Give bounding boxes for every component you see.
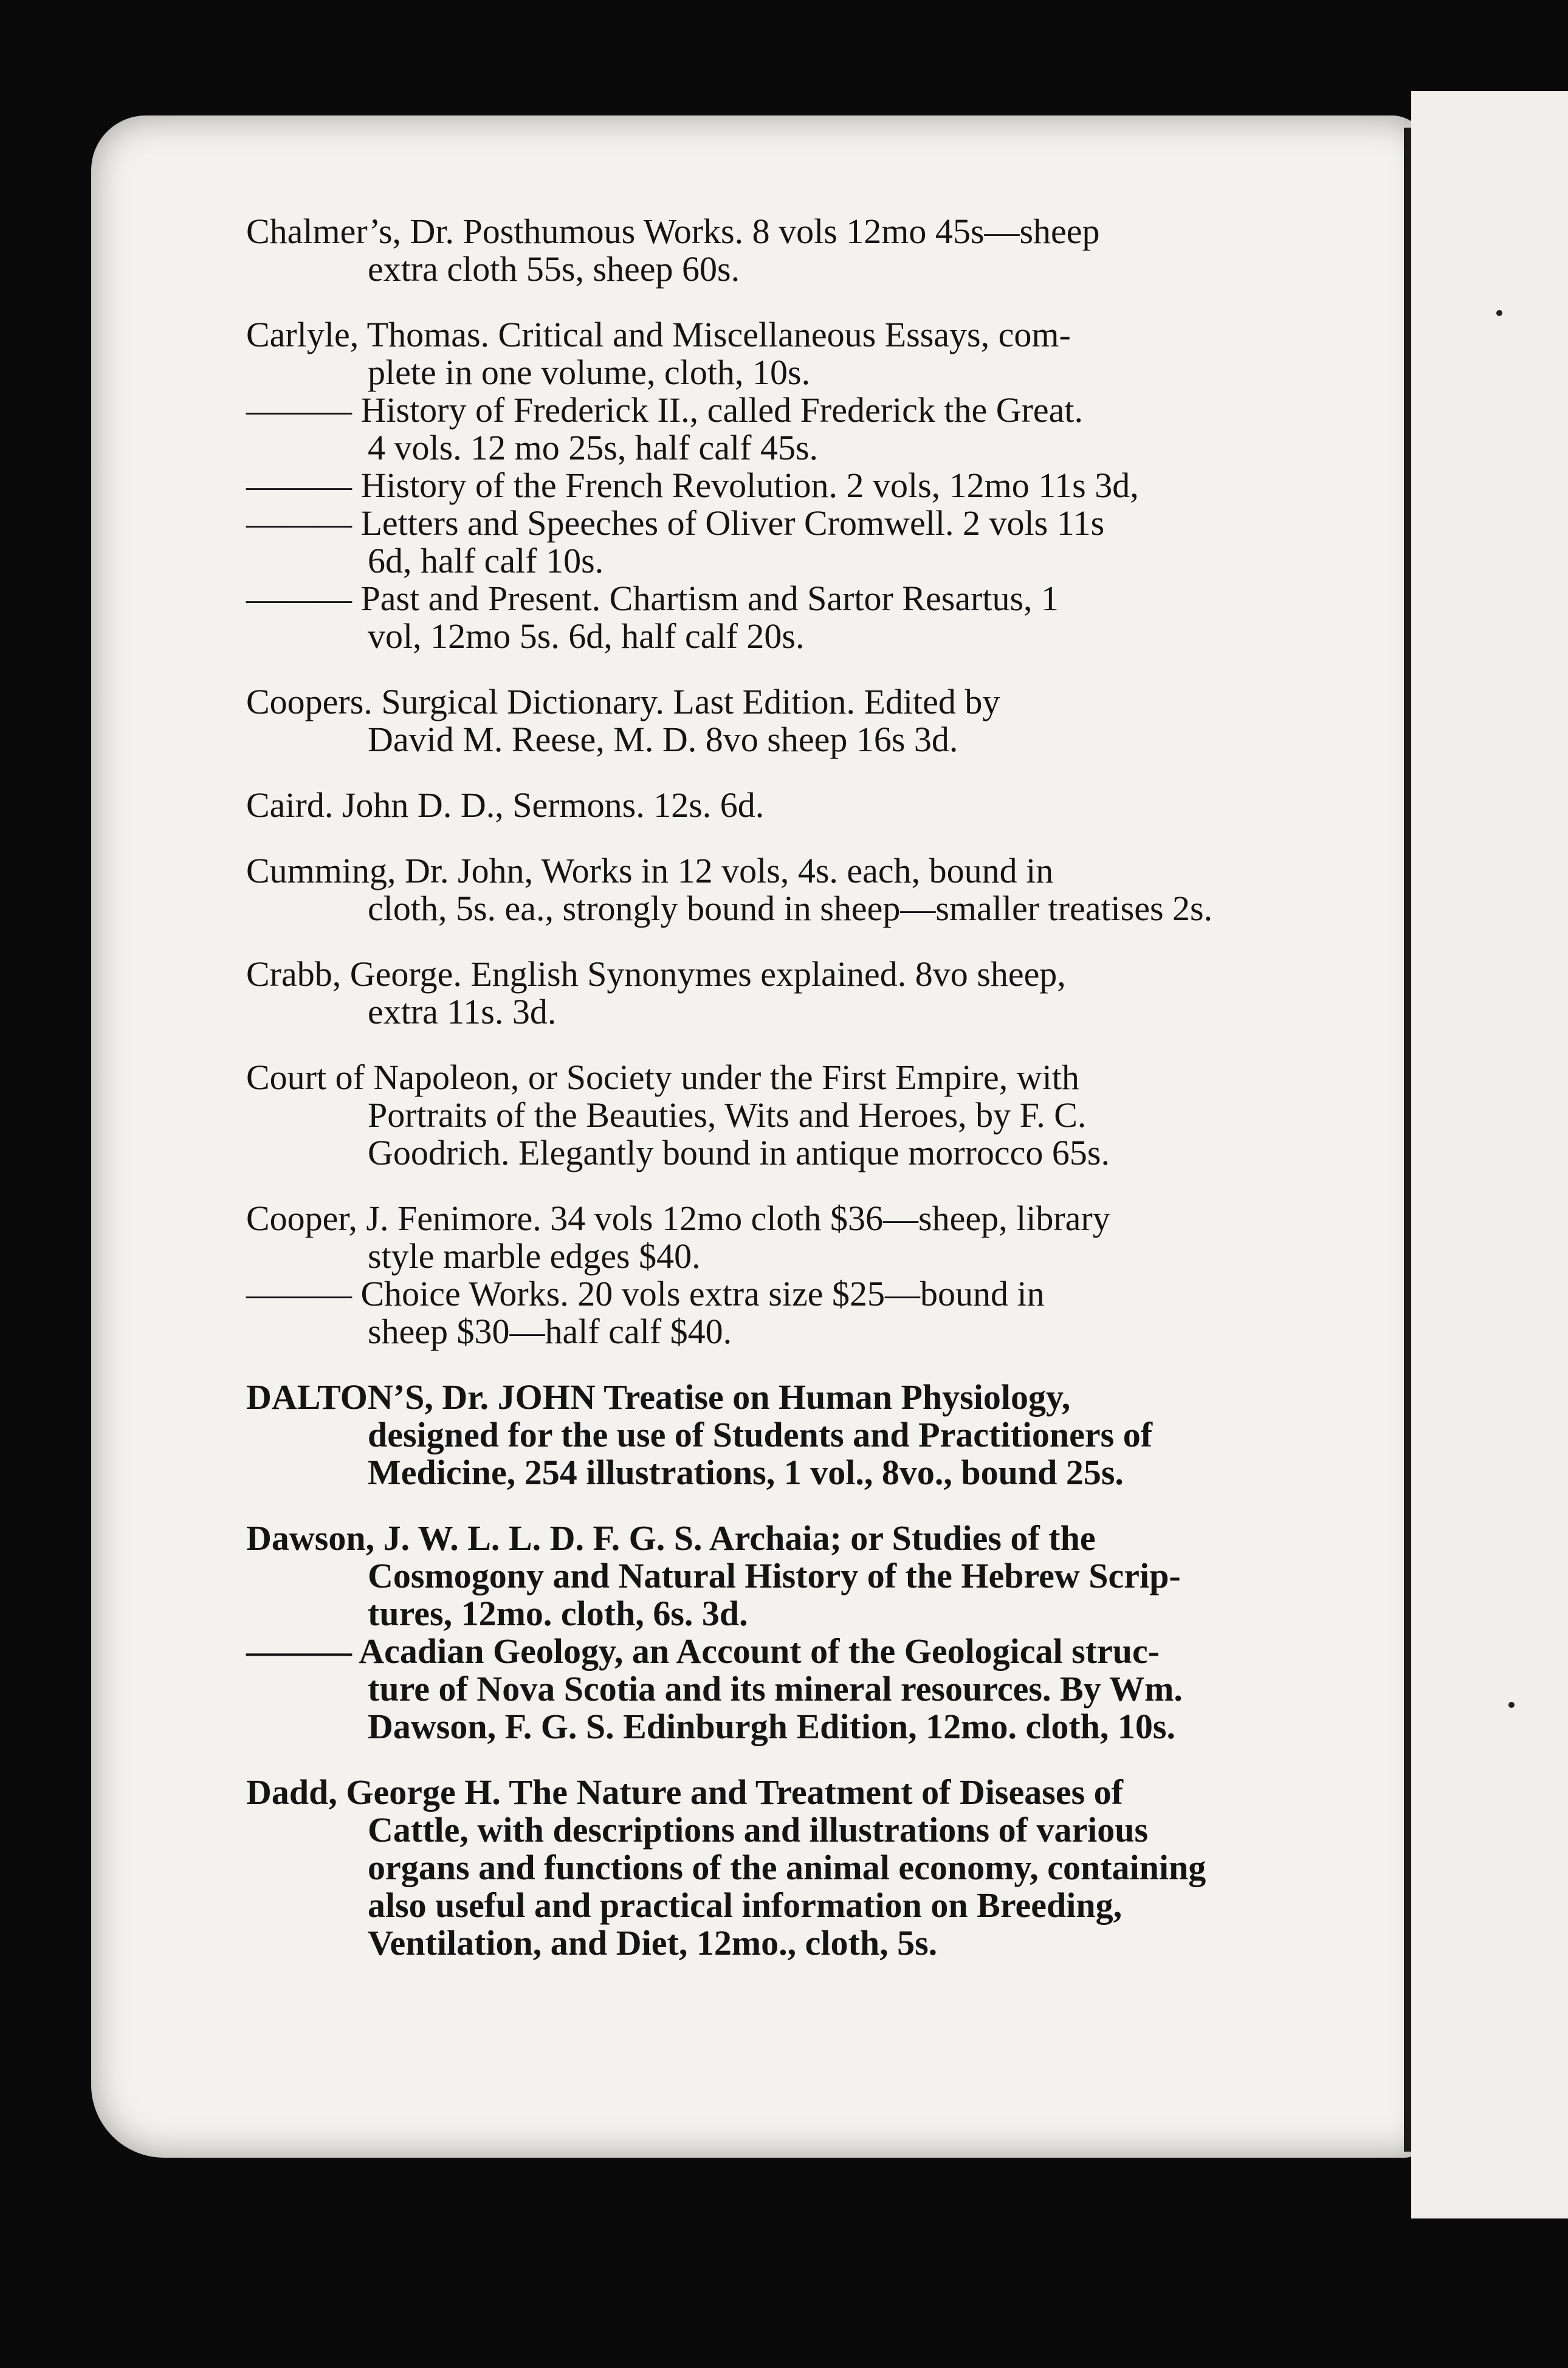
catalogue-entry bbox=[246, 1774, 1291, 1962]
entry-line: Goodrich. Elegantly bound in antique morrocco 65s. bbox=[368, 1133, 1110, 1172]
entry-line: 6d, half calf 10s. bbox=[368, 541, 604, 580]
entry-line: tures, 12mo. cloth, 6s. 3d. bbox=[368, 1594, 748, 1633]
entry-line: David M. Reese, M. D. 8vo sheep 16s 3d. bbox=[368, 720, 958, 759]
entry-line: Coopers. Surgical Dictionary. Last Edition. Edited by bbox=[246, 682, 1000, 721]
catalogue-entry bbox=[246, 786, 1291, 824]
entry-line: 4 vols. 12 mo 25s, half calf 45s. bbox=[368, 428, 819, 467]
entry-line: Cooper, J. Fenimore. 34 vols 12mo cloth $36—sheep, library bbox=[246, 1199, 1110, 1238]
catalogue-entry bbox=[246, 1378, 1291, 1492]
entry-line: Carlyle, Thomas. Critical and Miscellaneous Essays, com- bbox=[246, 315, 1071, 354]
entry-line: designed for the use of Students and Practitioners of bbox=[368, 1415, 1153, 1454]
entry-line: ——— History of the French Revolution. 2 vols, 12mo 11s 3d, bbox=[246, 466, 1139, 505]
catalogue-entry bbox=[246, 1520, 1291, 1746]
catalogue-entry bbox=[246, 955, 1291, 1031]
entry-line: Court of Napoleon, or Society under the First Empire, with bbox=[246, 1058, 1079, 1097]
catalogue-entry bbox=[246, 1059, 1291, 1172]
entry-line: Portraits of the Beauties, Wits and Heroes, by F. C. bbox=[368, 1095, 1087, 1135]
adjacent-page-edge bbox=[1411, 91, 1568, 2218]
entry-line: Caird. John D. D., Sermons. 12s. 6d. bbox=[246, 785, 765, 825]
page-fold bbox=[1404, 128, 1411, 2152]
entry-line: plete in one volume, cloth, 10s. bbox=[368, 353, 811, 392]
entry-line: ——— Letters and Speeches of Oliver Cromwell. 2 vols 11s bbox=[246, 503, 1105, 543]
entry-line: Cumming, Dr. John, Works in 12 vols, 4s. each, bound in bbox=[246, 851, 1054, 890]
entry-line: organs and functions of the animal economy, containing bbox=[368, 1848, 1206, 1887]
entry-line: vol, 12mo 5s. 6d, half calf 20s. bbox=[368, 616, 805, 656]
entry-line: Crabb, George. English Synonymes explained. 8vo sheep, bbox=[246, 954, 1066, 994]
catalogue-entry bbox=[246, 1200, 1291, 1351]
entry-line: extra cloth 55s, sheep 60s. bbox=[368, 249, 740, 289]
entry-line: Dawson, J. W. L. L. D. F. G. S. Archaia; or Studies of the bbox=[246, 1518, 1096, 1558]
entry-line: Ventilation, and Diet, 12mo., cloth, 5s. bbox=[368, 1923, 938, 1963]
entry-line: Chalmer’s, Dr. Posthumous Works. 8 vols 12mo 45s—sheep bbox=[246, 212, 1100, 251]
catalogue-entry bbox=[246, 683, 1291, 759]
entry-line: ——— Past and Present. Chartism and Sartor Resartus, 1 bbox=[246, 579, 1059, 618]
entry-line: DALTON’S, Dr. JOHN Treatise on Human Physiology, bbox=[246, 1377, 1071, 1417]
entry-line: style marble edges $40. bbox=[368, 1236, 701, 1276]
entry-line: sheep $30—half calf $40. bbox=[368, 1312, 732, 1351]
entry-line: ture of Nova Scotia and its mineral resources. By Wm. bbox=[368, 1669, 1183, 1709]
entry-line: Cosmogony and Natural History of the Hebrew Scrip- bbox=[368, 1556, 1181, 1595]
entry-line: ——— History of Frederick II., called Frederick the Great. bbox=[246, 390, 1084, 430]
entry-line: Cattle, with descriptions and illustrations of various bbox=[368, 1810, 1149, 1850]
catalogue-entry bbox=[246, 316, 1291, 655]
entry-line: Dawson, F. G. S. Edinburgh Edition, 12mo. cloth, 10s. bbox=[368, 1707, 1175, 1746]
entry-line: cloth, 5s. ea., strongly bound in sheep—smaller treatises 2s. bbox=[368, 889, 1213, 928]
entry-line: ——— Acadian Geology, an Account of the Geological struc- bbox=[246, 1631, 1160, 1671]
catalogue-entry bbox=[246, 213, 1291, 288]
entry-line: also useful and practical information on Breeding, bbox=[368, 1885, 1123, 1925]
entry-line: extra 11s. 3d. bbox=[368, 992, 557, 1031]
entry-line: Medicine, 254 illustrations, 1 vol., 8vo., bound 25s. bbox=[368, 1453, 1124, 1492]
entry-line: ——— Choice Works. 20 vols extra size $25—bound in bbox=[246, 1274, 1045, 1313]
catalogue-listing bbox=[246, 213, 1291, 1990]
entry-line: Dadd, George H. The Nature and Treatment of Diseases of bbox=[246, 1772, 1123, 1812]
catalogue-entry bbox=[246, 852, 1291, 928]
